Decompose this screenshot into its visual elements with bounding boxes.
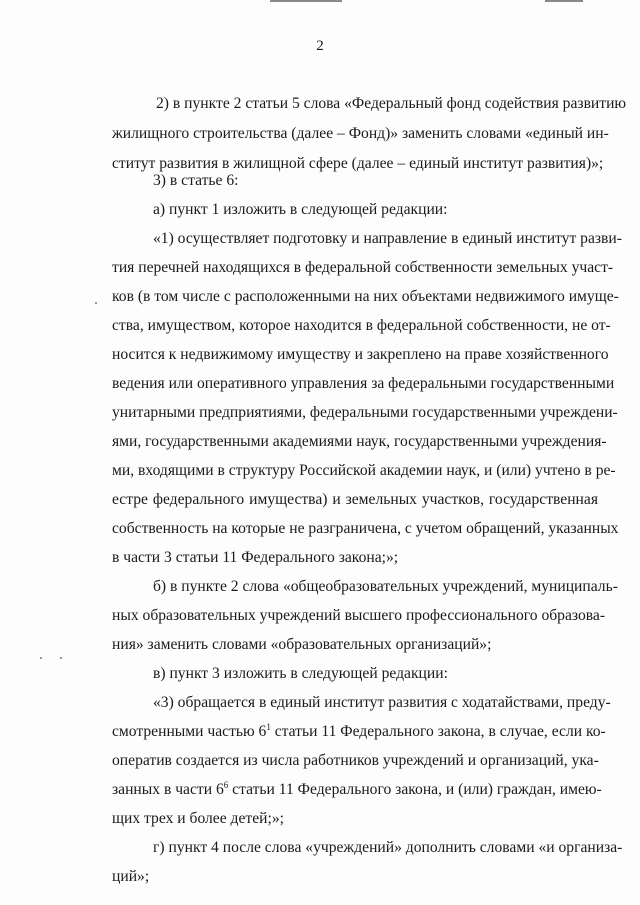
text-line: ми, входящими в структуру Российской академии наук, и (или) учтено в ре-	[112, 462, 616, 479]
text-line: жилищного строительства (далее – Фонд)» заменить словами «единый ин-	[112, 125, 609, 142]
text-line: 3) в статье 6:	[153, 172, 239, 189]
text-line: унитарными предприятиями, федеральными государственными учреждени-	[112, 404, 618, 421]
scan-speck	[60, 657, 62, 659]
text-line: собственность на которые не разграничена, с учетом обращений, указанных	[112, 520, 619, 537]
text-line: носится к недвижимому имуществу и закреплено на праве хозяйственного	[112, 346, 609, 363]
text-line: ями, государственными академиями наук, государственными учреждения-	[112, 433, 607, 450]
text-line: б) в пункте 2 слова «общеобразовательных учреждений, муниципаль-	[153, 578, 618, 595]
page-number: 2	[316, 38, 324, 54]
text-line: а) пункт 1 изложить в следующей редакции:	[153, 201, 448, 218]
text-line: ков (в том числе с расположенными на них объектами недвижимого имуще-	[112, 288, 619, 305]
text-line: оператив создается из числа работников учреждений и организаций, ука-	[112, 752, 599, 769]
text-line: ститут развития в жилищной сфере (далее – единый институт развития)»;	[112, 155, 604, 172]
text-line: «1) осуществляет подготовку и направление в единый институт разви-	[153, 230, 622, 247]
text-line: 2) в пункте 2 статьи 5 слова «Федеральный фонд содействия развитию	[156, 95, 627, 112]
text-line: ния» заменить словами «образовательных организаций»;	[112, 636, 492, 653]
text-line: в) пункт 3 изложить в следующей редакции:	[153, 665, 448, 682]
scan-edge-mark	[270, 0, 342, 2]
text-line: «3) обращается в единый институт развития с ходатайствами, преду-	[153, 694, 611, 711]
text-line: г) пункт 4 после слова «учреждений» дополнить словами «и организа-	[153, 839, 623, 856]
text-line: ведения или оперативного управления за федеральными государственными	[112, 375, 615, 392]
text-line: ных образовательных учреждений высшего профессионального образова-	[112, 607, 606, 624]
scan-speck	[40, 657, 42, 659]
text-line: ций»;	[112, 868, 150, 885]
text-line: занных в части $6^6$ статьи 11 Федерального закона, и (или) граждан, имею-	[112, 779, 602, 798]
scan-speck	[95, 302, 97, 304]
scan-edge-mark	[545, 0, 583, 2]
text-line: в части 3 статьи 11 Федерального закона;»;	[112, 549, 399, 566]
text-line: щих трех и более детей;»;	[112, 810, 284, 827]
text-line: ства, имуществом, которое находится в федеральной собственности, не от-	[112, 317, 611, 334]
text-line: смотренными частью $6^1$ статьи 11 Федерального закона, в случае, если ко-	[112, 721, 606, 740]
text-line: тия перечней находящихся в федеральной собственности земельных участ-	[112, 259, 614, 276]
text-line: естре федерального имущества) и земельных участков, государственная	[112, 491, 598, 508]
